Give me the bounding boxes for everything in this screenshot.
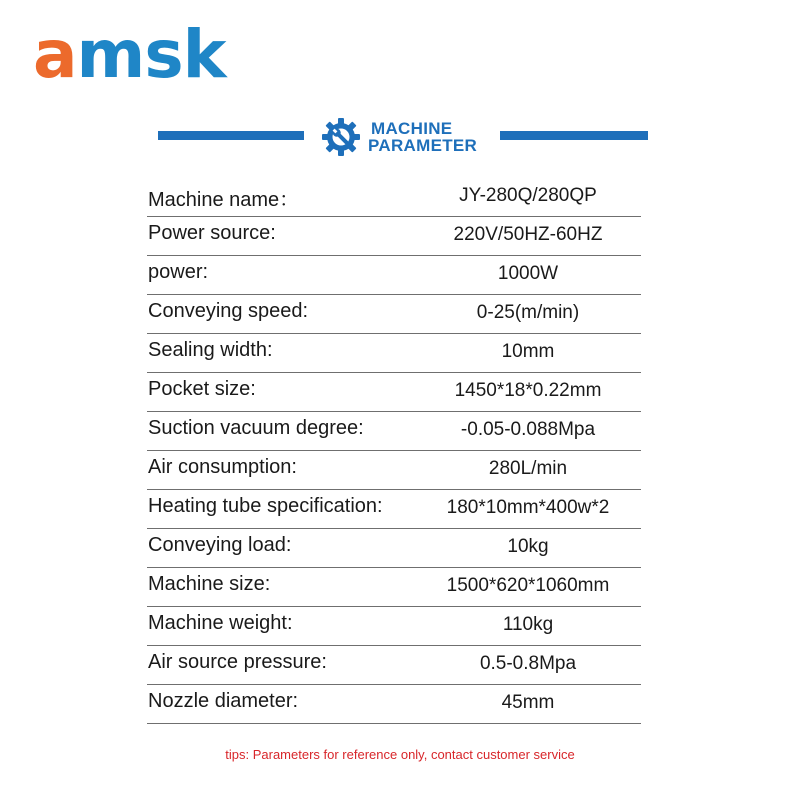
table-row (147, 529, 641, 568)
logo-letters-msk: msk (76, 16, 226, 93)
table-row (147, 646, 641, 685)
header-bar-right (500, 131, 648, 140)
param-value: 110kg (502, 614, 554, 635)
section-header (0, 112, 800, 162)
header-bar-left (158, 131, 304, 140)
param-label: Air source pressure: (148, 651, 327, 673)
param-value: -0.05-0.088Mpa (460, 419, 596, 440)
header-title-line2: PARAMETER (368, 136, 478, 155)
table-row (147, 217, 641, 256)
logo-letter-a: a (33, 16, 77, 93)
brand-logo (33, 16, 226, 93)
param-value: 1000W (497, 263, 559, 284)
table-row (147, 178, 641, 217)
param-value: 0.5-0.8Mpa (479, 653, 577, 674)
param-label: power: (148, 261, 209, 283)
table-row (147, 412, 641, 451)
param-value: 1450*18*0.22mm (454, 380, 602, 401)
header-title-line1: MACHINE (371, 119, 453, 138)
param-label: Suction vacuum degree: (148, 417, 364, 439)
param-value: 0-25(m/min) (476, 302, 580, 323)
table-row (147, 490, 641, 529)
table-row (147, 295, 641, 334)
param-value: 10mm (501, 341, 555, 362)
param-label: Sealing width: (148, 339, 273, 361)
param-value: 180*10mm*400w*2 (446, 497, 610, 518)
table-row (147, 334, 641, 373)
param-value: 10kg (507, 536, 549, 557)
table-row (147, 607, 641, 646)
header-title (368, 120, 477, 154)
param-label: Conveying speed: (148, 300, 309, 322)
table-row (147, 256, 641, 295)
table-row (147, 685, 641, 724)
param-label: Heating tube specification: (148, 495, 383, 517)
param-label: Machine size: (148, 573, 271, 595)
param-label: Nozzle diameter: (148, 690, 299, 712)
param-value: 220V/50HZ-60HZ (453, 224, 603, 245)
parameter-table (147, 178, 641, 724)
gear-wrench-icon (320, 116, 362, 158)
param-label: Air consumption: (148, 456, 297, 478)
param-label: Pocket size: (148, 378, 256, 400)
param-label: Machine weight: (148, 612, 293, 634)
param-value: 45mm (501, 692, 555, 713)
disclaimer-tips: tips: Parameters for reference only, contact customer service (225, 747, 575, 762)
table-row (147, 451, 641, 490)
param-label: Power source: (148, 222, 276, 244)
param-label: Machine name： (148, 189, 300, 211)
param-label: Conveying load: (148, 534, 292, 556)
table-row (147, 568, 641, 607)
table-row (147, 373, 641, 412)
param-value: JY-280Q/280QP (459, 185, 597, 206)
param-value: 280L/min (488, 458, 568, 479)
param-value: 1500*620*1060mm (446, 575, 610, 596)
